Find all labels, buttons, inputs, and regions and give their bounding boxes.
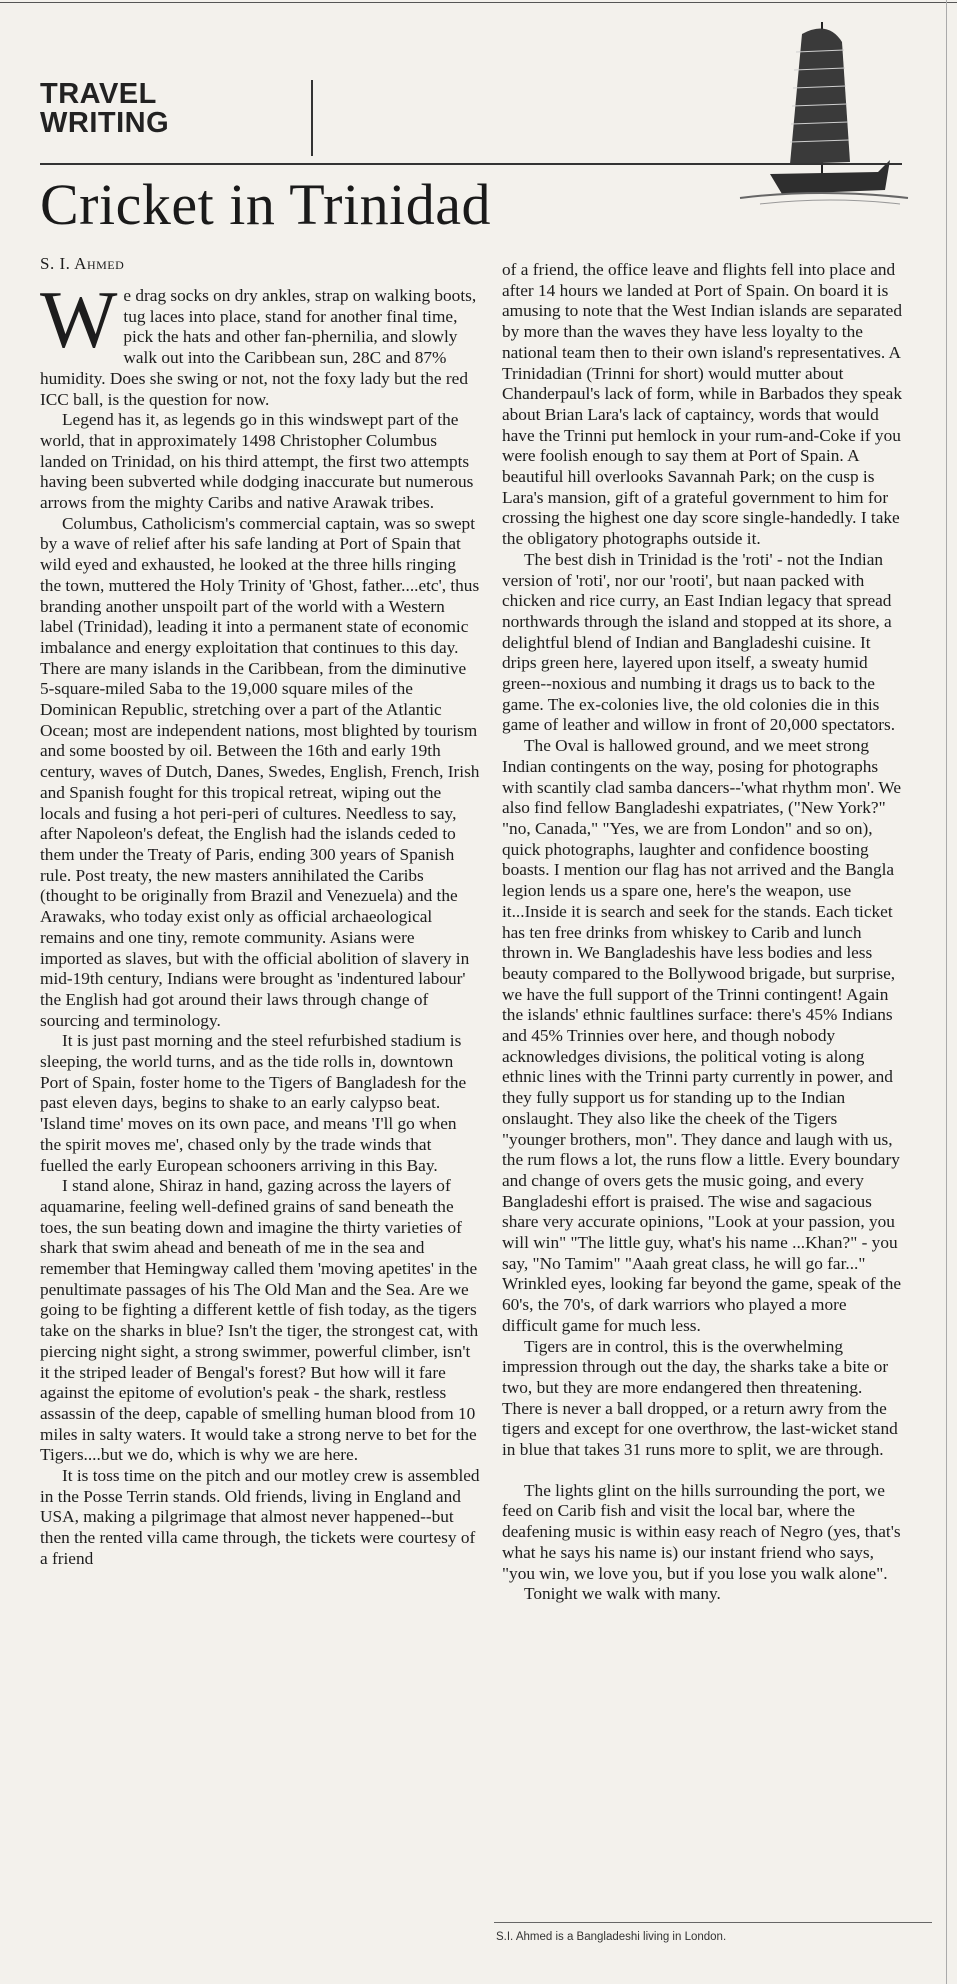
article-paragraph: Columbus, Catholicism's commercial captain, was so swept by a wave of relief after his safe landing at Port of Spain that wild eyed and exhausted, he looked at the three hills ringing the town, muttered the Holy Trinity of 'Ghost, father....etc', thus branding another unspoilt part of the world with a Western label (Trinidad), leading it into a permanent state of economic imbalance and energy exploitation that continues to this day. There are many islands in the Caribbean, from the diminutive 5-square-miled Saba to the 19,000 square miles of the Dominican Republic, stretching over a part of the Atlantic Ocean; most are independent nations, most blighted by tourism and some boosted by oil. Between the 16th and early 19th century, waves of Dutch, Danes, Swedes, English, French, Irish and Spanish fought for this tropical retreat, wiping out the locals and fusing a hot peri-peri of cultures. Needless to say, after Napoleon's defeat, the English had the islands ceded to them under the Treaty of Paris, ending 300 years of Spanish rule. Post treaty, the new masters annihilated the Caribs (thought to be originally from Brazil and Venezuela) and the Arawaks, who today exist only as official archaeological remains and one tiny, remote community. Asians were imported as slaves, but with the official abolition of slavery in mid-19th century, Indians were brought as 'indentured labour' the English had got around their laws through change of sourcing and terminology. [40,513,480,1030]
article-title: Cricket in Trinidad [40,172,491,237]
article-paragraph: I stand alone, Shiraz in hand, gazing across the layers of aquamarine, feeling well-defined grains of sand beneath the toes, the sun beating down and imagine the thirty varieties of shark that swim ahead and beneath of me in the sea and remember that Hemingway called them 'moving apetites' in the penultimate passages of his The Old Man and the Sea. Are we going to be fighting a different kettle of fish today, as the tigers take on the sharks in blue? Isn't the tiger, the strongest cat, with piercing night sight, a strong swimmer, powerful climber, isn't it the striped leader of Bengal's forest? But how will it fare against the epitome of evolution's peak - the shark, restless assassin of the deep, capable of smelling human blood from 10 miles in salty waters. It would take a strong nerve to bet for the Tigers....but we do, which is why we are here. [40,1176,479,1465]
label-divider [311,80,313,156]
page-edge [946,0,947,1984]
author-bio: S.I. Ahmed is a Bangladeshi living in London. [496,1931,727,1943]
header-rule [40,163,902,165]
bio-rule [494,1922,932,1923]
article-paragraph: of a friend, the office leave and flights fell into place and after 14 hours we landed at Port of Spain. On board it is amusing to note that the West Indian islands are separated by more than the waves they have less loyalty to the national team then to their own island's representatives. A Trinidadian (Trinni for short) would mutter about Chanderpaul's lack of form, while in Barbados they speak about Brian Lara's lack of captaincy, words that would have the Trinni put hemlock in your rum-and-Coke if you were foolish enough to say them at Port of Spain. A beautiful hill overlooks Savannah Park; on the cusp is Lara's mansion, gift of a grateful government to him for crossing the highest one day score single-handedly. I take the obligatory photographs outside it. [502,260,902,549]
article-column-left [40,274,480,1570]
article-paragraph: The best dish in Trinidad is the 'roti' - not the Indian version of 'roti', nor our 'rooti', but naan packed with chicken and rice curry, an East Indian legacy that spread northwards through the island and stopped at its shore, a delightful blend of Indian and Bangladeshi cuisine. It drips green here, layered upon itself, a sweaty humid green--noxious and numbing it drags us to back to the game. The ex-colonies live, the old colonies die in this game of leather and willow in front of 20,000 spectators. [502,549,896,735]
article-paragraph: We drag socks on dry ankles, strap on walking boots, tug laces into place, stand for another final time, pick the hats and other fan-phernilia, and slowly walk out into the Caribbean sun, 28C and 87% humidity. Does she swing or not, not the foxy lady but the red ICC ball, is the question for now. [40,286,480,410]
article-paragraph: Tigers are in control, this is the overwhelming impression through out the day, the sharks take a bite or two, but they are more endangered then threatening. There is never a ball dropped, or a return awry from the tigers and except for one overthrow, the last-wicket stand in blue that takes 31 runs more to split, we are through. [502,1336,898,1460]
byline: S. I. Ahmed [40,254,125,273]
article-paragraph: It is just past morning and the steel refurbished stadium is sleeping, the world turns, and as the tide rolls in, downtown Port of Spain, foster home to the Tigers of Bangladesh for the past eleven days, begins to shake to an early calypso beat. 'Island time' moves on its own pace, and means 'I'll go when the spirit moves me', chased only by the trade winds that fuelled the early European schooners arriving in this Bay. [40,1031,467,1175]
article-paragraph: It is toss time on the pitch and our motley crew is assembled in the Posse Terrin stands. Old friends, living in England and USA, making a pilgrimage that almost never happened--but then the rented villa came through, the tickets were courtesy of a friend [40,1466,480,1568]
drop-cap: W [40,274,118,365]
article-column-right [502,260,902,1605]
top-rule [0,2,957,3]
article-paragraph: The Oval is hallowed ground, and we meet strong Indian contingents on the way, posing for photographs with scantily clad samba dancers--'what rhythm mon'. We also find fellow Bangladeshi expatriates, ("New York?" "no, Canada," "Yes, we are from London" and so on), quick photographs, laughter and confidence boosting boasts. I mention our flag has not arrived and the Bangla legion lends us a spare one, here's the weapon, use it...Inside it is search and seek for the stands. Each ticket has ten free drinks from whiskey to Carib and lunch thrown in. We Bangladeshis have less bodies and less beauty compared to the Bollywood brigade, but surprise, we have the full support of the Trinni contingent! Again the islands' ethnic faultlines surface: there's 45% Indians and 45% Trinnies over here, and though nobody acknowledges divisions, the political voting is along ethnic lines with the Trinni party currently in power, and they fully support us for standing up to the Indian onslaught. They also like the cheek of the Tigers "younger brothers, mon". They dance and laugh with us, the rum flows a lot, the runs flow a little. Every boundary and change of overs gets the music going, and every Bangladeshi effort is praised. The wise and sagacious share very accurate opinions, "Look at your passion, you will win" "The little guy, what's his name ...Khan?" - you say, "No Tamim" "Aaah great class, he will go far..." Wrinkled eyes, looking far beyond the game, speak of the 60's, the 70's, of dark warriors who played a more difficult game for much less. [502,736,902,1335]
junk-ship-illustration [730,12,910,212]
section-label-line2: WRITING [40,107,170,139]
section-label [40,80,169,138]
article-paragraph: Legend has it, as legends go in this windswept part of the world, that in approximately 1498 Christopher Columbus landed on Trinidad, on his third attempt, the first two attempts having been subverted while dodging inaccurate but numerous arrows from the mighty Caribs and native Arawak tribes. [40,410,474,513]
article-paragraph: The lights glint on the hills surrounding the port, we feed on Carib fish and visit the local bar, where the deafening music is within easy reach of Negro (yes, that's what he says his name is) our instant friend who says, "you win, we love you, but if you lose you walk alone". [502,1480,901,1583]
section-label-line1: TRAVEL [40,78,157,110]
article-paragraph: Tonight we walk with many. [524,1584,721,1604]
